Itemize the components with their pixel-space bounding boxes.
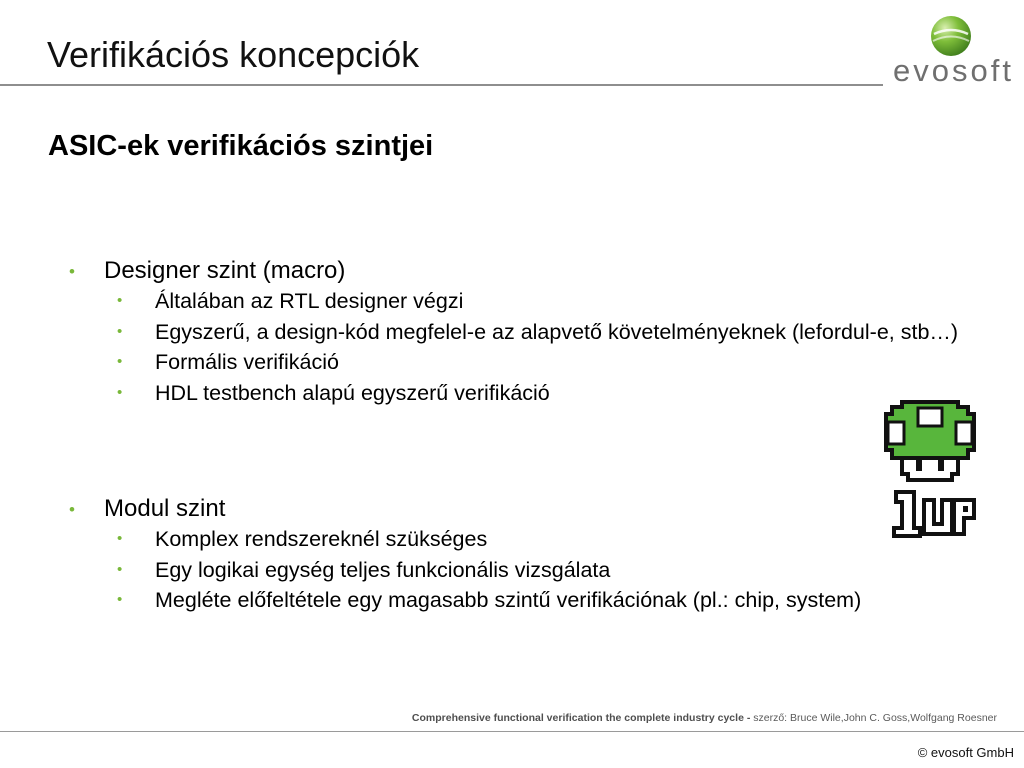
bullet-level2 [0, 555, 1024, 586]
bullet-text: Megléte előfeltétele egy magasabb szintű verifikációnak (pl.: chip, system) [155, 588, 862, 612]
bullet-section-module [0, 494, 1024, 616]
bullet-level2 [0, 347, 1024, 378]
bullet-text: Általában az RTL designer végzi [155, 289, 464, 313]
bullet-level1 [0, 256, 1024, 286]
section-heading: ASIC-ek verifikációs szintjei [48, 130, 434, 162]
bullet-label: Modul szint [104, 495, 226, 522]
bullet-icon: • [117, 560, 123, 578]
evosoft-logo [893, 14, 1014, 90]
book-title: Comprehensive functional verification the complete industry cycle - [411, 712, 754, 724]
bullet-section-designer [0, 256, 1024, 408]
bullet-text: Formális verifikáció [155, 350, 339, 374]
bullet-text: Komplex rendszereknél szükséges [155, 527, 488, 551]
bullet-icon: • [117, 292, 123, 309]
bullet-icon: • [69, 500, 75, 519]
bullet-label: Designer szint (macro) [104, 257, 346, 284]
bullet-level1 [0, 494, 1024, 524]
bullet-icon: • [117, 530, 123, 547]
book-authors: szerző: Bruce Wile,John C. Goss,Wolfgang Roesner [753, 712, 997, 724]
bullet-level2 [0, 378, 1024, 409]
green-sphere-icon [929, 14, 973, 58]
book-credit [412, 712, 997, 725]
header-divider [0, 84, 883, 86]
bullet-text: Egy logikai egység teljes funkcionális vizsgálata [155, 557, 611, 582]
bullet-icon: • [117, 322, 123, 340]
bullet-level2 [0, 585, 1024, 616]
bullet-icon: • [69, 262, 75, 281]
bullet-text: HDL testbench alapú egyszerű verifikáció [155, 380, 550, 405]
footer-divider [0, 731, 1024, 732]
bullet-level2 [0, 524, 1024, 555]
logo-wordmark: evosoft [893, 53, 1014, 88]
copyright-text: © evosoft GmbH [917, 745, 1014, 760]
bullet-icon: • [117, 383, 123, 401]
bullet-level2 [0, 286, 1024, 317]
bullet-text: Egyszerű, a design-kód megfelel-e az alapvető követelményeknek (lefordul-e, stb…) [155, 319, 959, 344]
slide-title: Verifikációs koncepciók [47, 34, 420, 75]
bullet-icon: • [117, 591, 123, 608]
mushroom-1up-icon [880, 400, 980, 540]
bullet-icon: • [117, 353, 123, 370]
bullet-level2 [0, 317, 1024, 348]
